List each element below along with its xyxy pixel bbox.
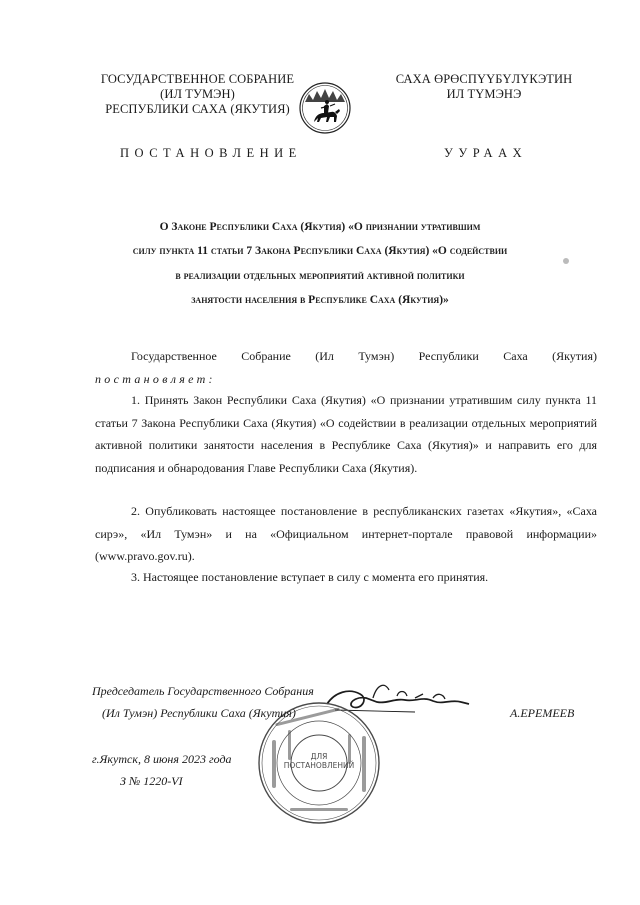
header-right-line1: САХА ӨРӨСПҮҮБҮЛҮКЭТИН bbox=[395, 72, 573, 86]
preamble-word: Собрание bbox=[241, 349, 291, 363]
title-line4: занятости населения в Республике Саха (Якутия)» bbox=[191, 294, 449, 307]
preamble-word: (Ил bbox=[315, 349, 334, 363]
resolution-item-2: 2. Опубликовать настоящее постановление в республиканских газетах «Якутия», «Саха сирэ», «Ил Тумэн» и на «Официальном интернет-портале правовой информации» (www.pravo.gov.ru). bbox=[95, 504, 597, 564]
header-right-line2: ИЛ ТҮМЭНЭ bbox=[446, 87, 522, 101]
stamp-center-text bbox=[256, 752, 382, 770]
preamble-word: Тумэн) bbox=[358, 349, 395, 363]
header-left-line3: РЕСПУБЛИКИ САХА (ЯКУТИЯ) bbox=[105, 102, 290, 116]
resolution-item-1: 1. Принять Закон Республики Саха (Якутия) «О признании утратившим силу пункта 11 статьи 7 Закона Республики Саха (Якутия) «О содействии в реализации отдельных мероприятий активной политики занятости населения в Республике Саха (Якутия)» и направить его для подписания и обнародования Главе Республики Саха (Якутия). bbox=[95, 393, 597, 475]
header-left-block bbox=[85, 72, 310, 117]
signatory-title-line2: (Ил Тумэн) Республики Саха (Якутия) bbox=[102, 706, 296, 720]
stamp-line1: ДЛЯ bbox=[310, 752, 328, 761]
header-left-line2: (ИЛ ТУМЭН) bbox=[160, 87, 235, 101]
place-date: г.Якутск, 8 июня 2023 года bbox=[92, 752, 232, 766]
stamp-line2: ПОСТАНОВЛЕНИЙ bbox=[283, 761, 355, 770]
header-left-line1: ГОСУДАРСТВЕННОЕ СОБРАНИЕ bbox=[100, 72, 295, 86]
document-title bbox=[90, 215, 550, 313]
title-line1: О Законе Республики Саха (Якутия) «О признании утратившим bbox=[159, 221, 481, 233]
preamble-word: Государственное bbox=[131, 349, 217, 363]
preamble bbox=[95, 345, 597, 390]
resolution-item-3: 3. Настоящее постановление вступает в силу с момента его принятия. bbox=[131, 570, 489, 584]
header-right-block bbox=[378, 72, 590, 102]
preamble-word: Республики bbox=[418, 349, 479, 363]
document-number: З № 1220-VI bbox=[120, 774, 183, 788]
title-line3: в реализации отдельных мероприятий активной политики bbox=[175, 269, 465, 282]
scan-speck bbox=[563, 258, 569, 264]
doc-type-sakha: УУРААХ bbox=[444, 146, 528, 160]
preamble-word: (Якутия) bbox=[552, 349, 597, 363]
preamble-word: Саха bbox=[503, 349, 528, 363]
title-line2: силу пункта 11 статьи 7 Закона Республики Саха (Якутия) «О содействии bbox=[132, 245, 508, 258]
sakha-emblem-horseman-icon bbox=[297, 80, 353, 136]
preamble-decision: постановляет: bbox=[95, 371, 216, 386]
preamble-line bbox=[95, 345, 597, 368]
signatory-title-line1: Председатель Государственного Собрания bbox=[92, 684, 314, 698]
doc-type-ru: ПОСТАНОВЛЕНИЕ bbox=[120, 146, 302, 160]
signatory-name: А.ЕРЕМЕЕВ bbox=[510, 706, 575, 720]
